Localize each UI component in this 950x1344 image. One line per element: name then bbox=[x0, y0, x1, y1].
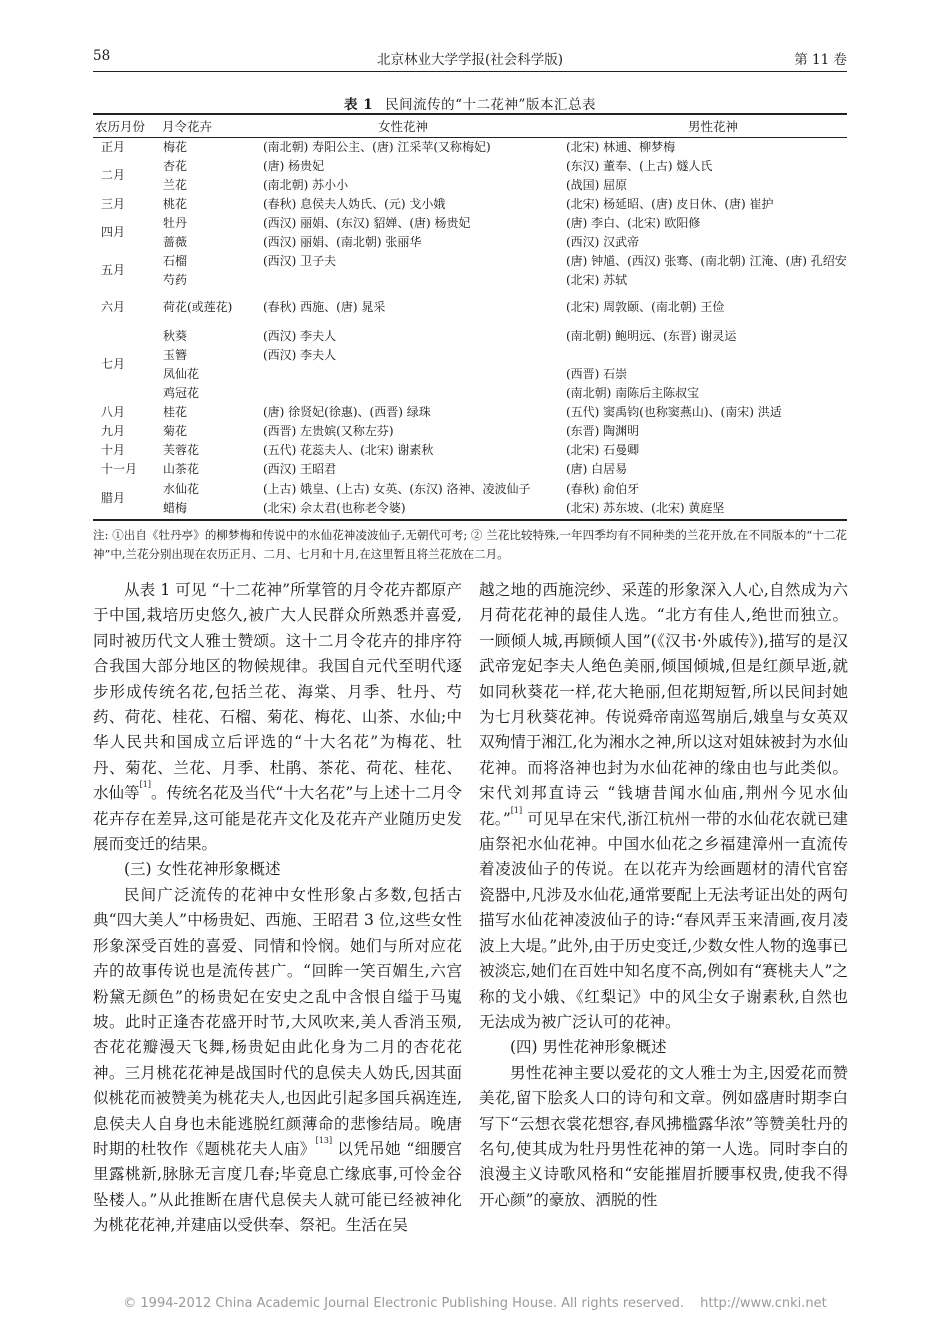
row-male: (东汉) 董奉、(上古) 燧人氏 (战国) 屈原 bbox=[566, 159, 713, 192]
row-flowers: 秋葵 玉簪 凤仙花 鸡冠花 bbox=[163, 329, 200, 400]
table-bottom-rule bbox=[93, 519, 847, 521]
row-male: (唐) 钟馗、(西汉) 张骞、(南北朝) 江淹、(唐) 孔绍安 (北宋) 苏轼 bbox=[566, 254, 847, 287]
row-month: 五月 bbox=[101, 263, 126, 277]
running-header bbox=[93, 48, 847, 70]
citation-ref[interactable]: [1] bbox=[139, 780, 151, 790]
row-month: 十一月 bbox=[101, 462, 138, 476]
row-female: (南北朝) 寿阳公主、(唐) 江采苹(又称梅妃) bbox=[263, 140, 491, 154]
header-divider bbox=[93, 71, 847, 72]
row-flowers: 桂花 bbox=[163, 405, 188, 419]
row-male: (北宋) 杨延昭、(唐) 皮日休、(唐) 崔护 bbox=[566, 197, 774, 211]
row-female: (五代) 花蕊夫人、(北宋) 谢素秋 bbox=[263, 443, 434, 457]
row-month: 十月 bbox=[101, 443, 126, 457]
table-caption bbox=[93, 93, 847, 113]
row-male: (北宋) 周敦颐、(南北朝) 王俭 bbox=[566, 300, 725, 314]
row-flowers: 石榴 芍药 bbox=[163, 254, 188, 287]
row-flowers: 桃花 bbox=[163, 197, 188, 211]
row-flowers: 水仙花 蜡梅 bbox=[163, 482, 200, 515]
volume-label: 第 11 卷 bbox=[794, 52, 847, 68]
row-flowers: 杏花 兰花 bbox=[163, 159, 188, 192]
table-label: 表 1 bbox=[344, 97, 374, 113]
column-header-female: 女性花神 bbox=[378, 119, 429, 134]
row-month: 九月 bbox=[101, 424, 126, 438]
row-month: 四月 bbox=[101, 225, 126, 239]
row-male: (北宋) 林逋、柳梦梅 bbox=[566, 140, 676, 154]
row-female: (上古) 娥皇、(上古) 女英、(东汉) 洛神、凌波仙子 (北宋) 佘太君(也称老令婆) bbox=[263, 482, 531, 515]
row-female: (唐) 徐贤妃(徐惠)、(西晋) 绿珠 bbox=[263, 405, 431, 419]
row-female: (西汉) 卫子夫 bbox=[263, 254, 337, 268]
row-month: 二月 bbox=[101, 168, 126, 182]
page-number: 58 bbox=[93, 48, 111, 64]
page-footer bbox=[0, 1296, 950, 1311]
row-male: (春秋) 俞伯牙 (北宋) 苏东坡、(北宋) 黄庭坚 bbox=[566, 482, 725, 515]
row-male: (南北朝) 鲍明远、(东晋) 谢灵运 (西晋) 石崇 (南北朝) 南陈后主陈叔宝 bbox=[566, 329, 737, 400]
row-male: (唐) 白居易 bbox=[566, 462, 628, 476]
row-female: (春秋) 息侯夫人妫氏、(元) 戈小娥 bbox=[263, 197, 446, 211]
section-heading: (四) 男性花神形象概述 bbox=[510, 1038, 667, 1057]
copyright-text: © 1994-2012 China Academic Journal Electronic Publishing House. All rights reserved. bbox=[123, 1296, 685, 1311]
row-month: 正月 bbox=[101, 140, 126, 154]
table-top-rule bbox=[93, 113, 847, 115]
row-female: (西汉) 李夫人 (西汉) 李夫人 bbox=[263, 329, 337, 362]
footer-url[interactable]: http://www.cnki.net bbox=[700, 1296, 827, 1311]
paragraph: 越之地的西施浣纱、采莲的形象深入人心,自然成为六月荷花花神的最佳人选。“北方有佳人,绝世而独立。一顾倾人城,再顾倾人国”(《汉书·外戚传》),描写的是汉武帝宠妃李夫人绝色美丽,倾国倾城,但是红颜早逝,就如同秋葵花一样,花大艳丽,但花期短暂,所以民间封她为七月秋葵花神。传说舜帝南巡驾崩后,娥皇与女英双双殉情于湘江,化为湘水之神,所以这对姐妹被封为水仙花神。而将洛神也封为水仙花神的缘由也与此类似。宋代刘邦直诗云 “钱塘昔闻水仙庙,荆州今见水仙花。”[1] 可见早在宋代,浙江杭州一带的水仙花农就已建庙祭祀水仙花神。中国水仙花之乡福建漳州一直流传着凌波仙子的传说。在以花卉为绘画题材的清代官窑瓷器中,凡涉及水仙花,通常要配上无法考证出处的两句描写水仙花神凌波仙子的诗:“春风弄玉来清画,夜月凌波上大堤。”此外,由于历史变迁,少数女性人物的逸事已被淡忘,她们在百姓中知名度不高,例如有“赛桃夫人”之称的戈小娥、《红梨记》中的风尘女子谢素秋,自然也无法成为被广泛认可的花神。 bbox=[479, 581, 848, 1031]
row-female: (唐) 杨贵妃 (南北朝) 苏小小 bbox=[263, 159, 349, 192]
row-month: 六月 bbox=[101, 300, 126, 314]
column-header-flower: 月令花卉 bbox=[162, 119, 213, 134]
row-flowers: 芙蓉花 bbox=[163, 443, 200, 457]
section-heading: (三) 女性花神形象概述 bbox=[124, 860, 281, 879]
table-title: 民间流传的“十二花神”版本汇总表 bbox=[385, 97, 596, 113]
row-female: (西汉) 王昭君 bbox=[263, 462, 337, 476]
left-column bbox=[93, 578, 462, 1239]
row-month: 七月 bbox=[101, 357, 126, 371]
row-male: (东晋) 陶渊明 bbox=[566, 424, 640, 438]
row-month: 三月 bbox=[101, 197, 126, 211]
row-female: (春秋) 西施、(唐) 晁采 bbox=[263, 300, 386, 314]
citation-ref[interactable]: [13] bbox=[315, 1135, 333, 1145]
row-flowers: 山茶花 bbox=[163, 462, 200, 476]
right-column bbox=[479, 578, 848, 1213]
paragraph: 从表 1 可见 “十二花神”所掌管的月令花卉都原产于中国,栽培历史悠久,被广大人民群众所熟悉并喜爱,同时被历代文人雅士赞颂。这十二月令花卉的排序符合我国大部分地区的物候规律。我国自元代至明代逐步形成传统名花,包括兰花、海棠、月季、牡丹、芍药、荷花、桂花、石榴、菊花、梅花、山茶、水仙;中华人民共和国成立后评选的“十大名花”为梅花、牡丹、菊花、兰花、月季、杜鹃、茶花、荷花、桂花、水仙等[1]。传统名花及当代“十大名花”与上述十二月令花卉存在差异,这可能是花卉文化及花卉产业随历史发展而变迁的结果。 bbox=[93, 581, 462, 854]
row-flowers: 梅花 bbox=[163, 140, 188, 154]
journal-title: 北京林业大学学报(社会科学版) bbox=[376, 52, 564, 68]
row-month: 八月 bbox=[101, 405, 126, 419]
row-male: (唐) 李白、(北宋) 欧阳修 (西汉) 汉武帝 bbox=[566, 216, 701, 249]
row-flowers: 菊花 bbox=[163, 424, 188, 438]
row-flowers: 牡丹 蔷薇 bbox=[163, 216, 188, 249]
column-header-month: 农历月份 bbox=[95, 119, 146, 134]
row-flowers: 荷花(或莲花) bbox=[163, 300, 233, 314]
table-note: 注: ①出自《牡丹亭》的柳梦梅和传说中的水仙花神凌波仙子,无朝代可考; ② 兰花比较特殊,一年四季均有不同种类的兰花开放,在不同版本的“十二花神”中,兰花分别出现在农历正月、二月、七月和十月,在这里暂且将兰花放在二月。 bbox=[93, 528, 847, 561]
row-month: 腊月 bbox=[101, 491, 126, 505]
paragraph: 民间广泛流传的花神中女性形象占多数,包括古典“四大美人”中杨贵妃、西施、王昭君 3 位,这些女性形象深受百姓的喜爱、同情和怜悯。她们与所对应花卉的故事传说也是流传甚广。“回眸一笑百媚生,六宫粉黛无颜色”的杨贵妃在安史之乱中含恨自缢于马嵬坡。此时正逢杏花盛开时节,大风吹来,美人香消玉殒,杏花花瓣漫天飞舞,杨贵妃由此化身为二月的杏花花神。三月桃花花神是战国时代的息侯夫人妫氏,因其面似桃花而被赞美为桃花夫人,也因此引起多国兵祸连连,息侯夫人自身也未能逃脱红颜薄命的悲惨结局。晚唐时期的杜牧作《题桃花夫人庙》[13] 以凭吊她 “细腰宫里露桃新,脉脉无言度几春;毕竟息亡缘底事,可怜金谷坠楼人。”从此推断在唐代息侯夫人就可能已经被神化为桃花花神,并建庙以受供奉、祭祀。生活在吴 bbox=[93, 885, 462, 1235]
row-male: (五代) 窦禹钧(也称窦燕山)、(南宋) 洪适 bbox=[566, 405, 782, 419]
column-header-male: 男性花神 bbox=[688, 119, 739, 134]
citation-ref[interactable]: [1] bbox=[510, 805, 523, 815]
paragraph: 男性花神主要以爱花的文人雅士为主,因爱花而赞美花,留下脍炙人口的诗句和文章。例如盛唐时期李白写下“云想衣裳花想容,春风拂槛露华浓”等赞美牡丹的名句,使其成为牡丹男性花神的第一人选。同时李白的浪漫主义诗歌风格和“安能摧眉折腰事权贵,使我不得开心颜”的豪放、洒脱的性 bbox=[479, 1063, 848, 1209]
row-female: (西汉) 丽娟、(东汉) 貂婵、(唐) 杨贵妃 (西汉) 丽娟、(南北朝) 张丽华 bbox=[263, 216, 471, 249]
row-female: (西晋) 左贵嫔(又称左芬) bbox=[263, 424, 394, 438]
row-male: (北宋) 石曼卿 bbox=[566, 443, 640, 457]
